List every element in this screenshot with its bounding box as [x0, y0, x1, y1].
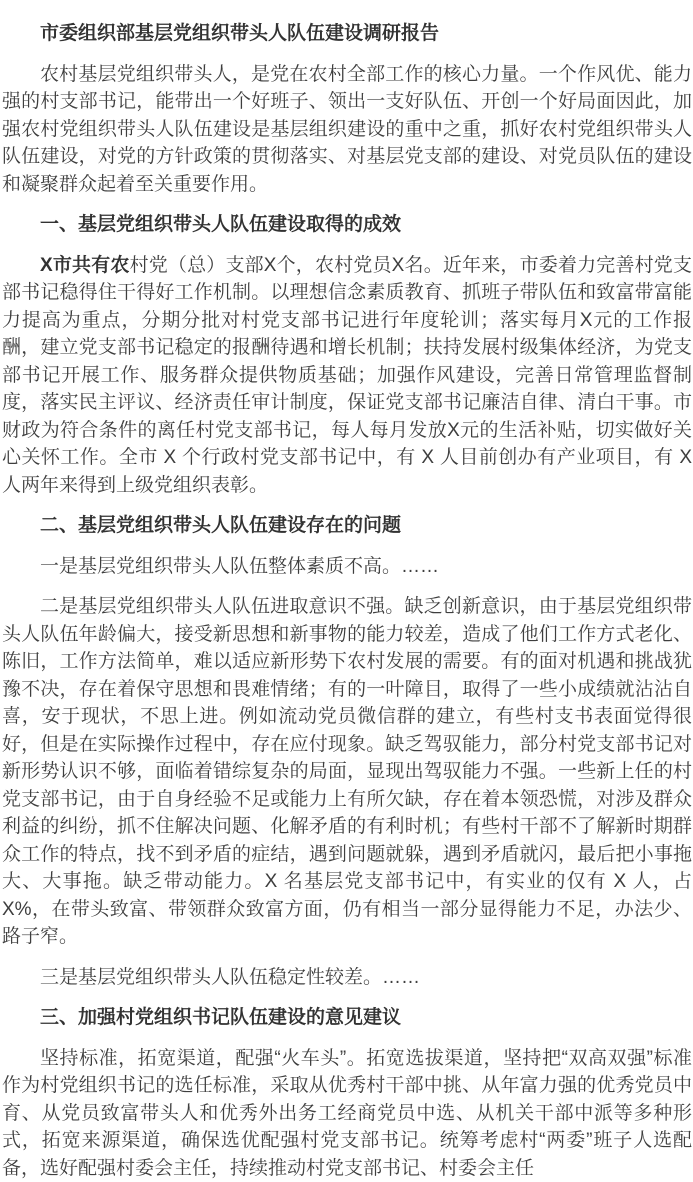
document-title: 市委组织部基层党组织带头人队伍建设调研报告: [2, 20, 692, 48]
intro-paragraph: 农村基层党组织带头人，是党在农村全部工作的核心力量。一个作风优、能力强的村支部书记，能带出一个好班子、领出一支好队伍、开创一个好局面因此，加强农村党组织带头人队伍建设是基层组织建设的重中之重，抓好农村党组织带头人队伍建设，对党的方针政策的贯彻落实、对基层党支部的建设、对党员队伍的建设和凝聚群众起着至关重要作用。: [2, 61, 692, 199]
section-2-heading: 二、基层党组织带头人队伍建设存在的问题: [2, 512, 692, 540]
section-1-heading: 一、基层党组织带头人队伍建设取得的成效: [2, 211, 692, 239]
section-1-paragraph: [2, 252, 692, 500]
suggestion-paragraph: 坚持标准，拓宽渠道，配强“火车头”。拓宽选拔渠道，坚持把“双高双强”标准作为村党组织书记的选任标准，采取从优秀村干部中挑、从年富力强的优秀党员中育、从党员致富带头人和优秀外出务工经商党员中选、从机关干部中派等多种形式，拓宽来源渠道，确保选优配强村党支部书记。统筹考虑村“两委”班子人选配备，选好配强村委会主任，持续推动村党支部书记、村委会主任: [2, 1045, 692, 1182]
problem-1-paragraph: 一是基层党组织带头人队伍整体素质不高。……: [2, 553, 692, 581]
problem-3-paragraph: 三是基层党组织带头人队伍稳定性较差。……: [2, 964, 692, 992]
section-1-paragraph-body: 村党（总）支部X个，农村党员X名。近年来，市委着力完善村党支部书记稳得住干得好工作机制。以理想信念素质教育、抓班子带队伍和致富带富能力提高为重点，分期分批对村党支部书记进行年度轮训；落实每月X元的工作报酬，建立党支部书记稳定的报酬待遇和增长机制；扶持发展村级集体经济，为党支部书记开展工作、服务群众提供物质基础；加强作风建设，完善日常管理监督制度，落实民主评议、经济责任审计制度，保证党支部书记廉洁自律、清白干事。市财政为符合条件的离任村党支部书记，每人每月发放X元的生活补贴，切实做好关心关怀工作。全市 X 个行政村党支部书记中，有 X 人目前创办有产业项目，有 X 人两年来得到上级党组织表彰。: [2, 255, 692, 496]
section-1-paragraph-bold-lead: X市共有农: [40, 255, 130, 276]
section-3-heading: 三、加强村党组织书记队伍建设的意见建议: [2, 1004, 692, 1032]
problem-2-paragraph: 二是基层党组织带头人队伍进取意识不强。缺乏创新意识，由于基层党组织带头人队伍年龄偏大，接受新思想和新事物的能力较差，造成了他们工作方式老化、陈旧，工作方法简单，难以适应新形势下农村发展的需要。有的面对机遇和挑战犹豫不决，存在着保守思想和畏难情绪；有的一叶障目，取得了一些小成绩就沾沾自喜，安于现状，不思上进。例如流动党员微信群的建立，有些村支书表面觉得很好，但是在实际操作过程中，存在应付现象。缺乏驾驭能力，部分村党支部书记对新形势认识不够，面临着错综复杂的局面，显现出驾驭能力不强。一些新上任的村党支部书记，由于自身经验不足或能力上有所欠缺，存在着本领恐慌，对涉及群众利益的纠纷，抓不住解决问题、化解矛盾的有利时机；有些村干部不了解新时期群众工作的特点，找不到矛盾的症结，遇到问题就躲，遇到矛盾就闪，最后把小事拖大、大事拖。缺乏带动能力。X 名基层党支部书记中，有实业的仅有 X 人，占 X%，在带头致富、带领群众致富方面，仍有相当一部分显得能力不足，办法少、路子窄。: [2, 593, 692, 951]
